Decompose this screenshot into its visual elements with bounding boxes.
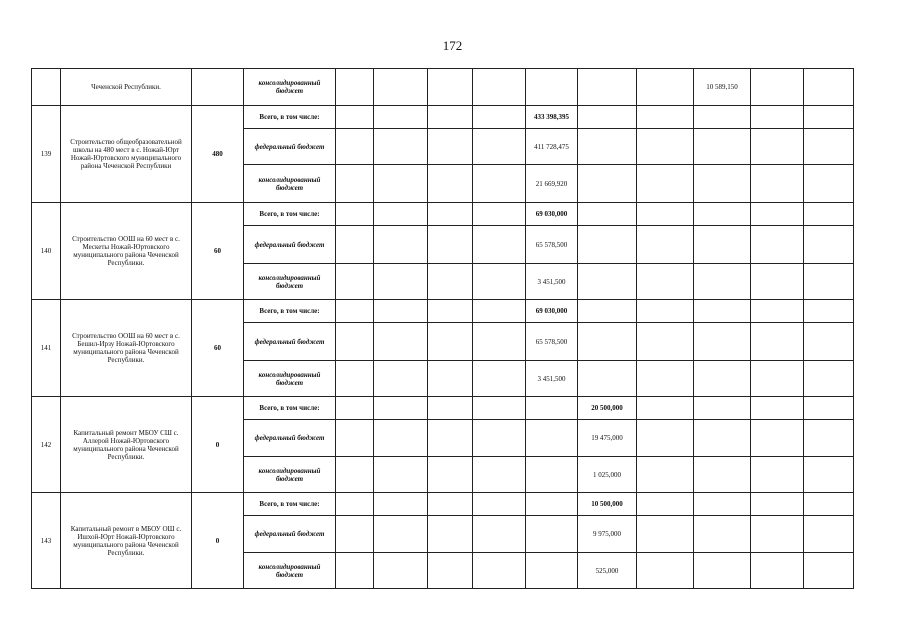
value-cell: 20 500,000 — [578, 397, 637, 420]
empty-cell — [804, 106, 854, 129]
value-cell: 65 578,500 — [526, 226, 578, 264]
empty-cell — [374, 493, 428, 516]
empty-cell — [694, 553, 751, 589]
empty-cell — [473, 457, 526, 493]
empty-cell — [751, 516, 804, 553]
empty-cell — [473, 516, 526, 553]
empty-cell — [428, 165, 473, 203]
empty-cell — [751, 203, 804, 226]
empty-cell — [637, 516, 694, 553]
object-name-cell: Капитальный ремонт в МБОУ ОШ с. Ишхой-Юрт Ножай-Юртовского муниципального района Чеченской Республики. — [61, 493, 192, 589]
empty-cell — [804, 493, 854, 516]
empty-cell — [473, 165, 526, 203]
empty-cell — [336, 203, 374, 226]
value-cell: 69 030,000 — [526, 203, 578, 226]
empty-cell — [578, 361, 637, 397]
capacity-cell: 60 — [192, 203, 244, 300]
empty-cell — [336, 264, 374, 300]
empty-cell — [578, 129, 637, 165]
empty-cell — [374, 129, 428, 165]
empty-cell — [374, 323, 428, 361]
empty-cell — [637, 493, 694, 516]
empty-cell — [336, 300, 374, 323]
empty-cell — [526, 397, 578, 420]
empty-cell — [428, 420, 473, 457]
empty-cell — [751, 420, 804, 457]
empty-cell — [336, 361, 374, 397]
table-row — [32, 397, 854, 420]
empty-cell — [473, 397, 526, 420]
budget-kind-cell: Всего, в том числе: — [244, 397, 336, 420]
empty-cell — [637, 300, 694, 323]
table-row — [32, 493, 854, 516]
empty-cell — [804, 69, 854, 106]
empty-cell — [694, 203, 751, 226]
table-row — [32, 300, 854, 323]
empty-cell — [751, 264, 804, 300]
empty-cell — [637, 420, 694, 457]
budget-kind-cell: Всего, в том числе: — [244, 203, 336, 226]
empty-cell — [374, 69, 428, 106]
empty-cell — [694, 493, 751, 516]
empty-cell — [428, 129, 473, 165]
empty-cell — [637, 69, 694, 106]
empty-cell — [526, 493, 578, 516]
empty-cell — [473, 69, 526, 106]
empty-cell — [428, 397, 473, 420]
empty-cell — [526, 516, 578, 553]
empty-cell — [751, 397, 804, 420]
empty-cell — [804, 300, 854, 323]
empty-cell — [694, 300, 751, 323]
budget-kind-cell: федеральный бюджет — [244, 226, 336, 264]
empty-cell — [473, 553, 526, 589]
empty-cell — [578, 300, 637, 323]
empty-cell — [804, 457, 854, 493]
row-number-cell: 140 — [32, 203, 61, 300]
empty-cell — [428, 457, 473, 493]
empty-cell — [336, 323, 374, 361]
empty-cell — [473, 264, 526, 300]
budget-kind-cell: федеральный бюджет — [244, 323, 336, 361]
empty-cell — [751, 361, 804, 397]
empty-cell — [374, 553, 428, 589]
empty-cell — [804, 264, 854, 300]
empty-cell — [694, 457, 751, 493]
empty-cell — [751, 300, 804, 323]
value-cell: 411 728,475 — [526, 129, 578, 165]
budget-kind-cell: Всего, в том числе: — [244, 300, 336, 323]
empty-cell — [694, 420, 751, 457]
empty-cell — [578, 323, 637, 361]
empty-cell — [804, 420, 854, 457]
empty-cell — [694, 264, 751, 300]
capacity-cell — [192, 69, 244, 106]
budget-kind-cell: консолидированный бюджет — [244, 553, 336, 589]
empty-cell — [637, 553, 694, 589]
value-cell: 10 589,150 — [694, 69, 751, 106]
empty-cell — [751, 226, 804, 264]
value-cell: 69 030,000 — [526, 300, 578, 323]
empty-cell — [374, 516, 428, 553]
empty-cell — [694, 397, 751, 420]
empty-cell — [336, 493, 374, 516]
row-number-cell: 142 — [32, 397, 61, 493]
empty-cell — [374, 420, 428, 457]
empty-cell — [374, 203, 428, 226]
empty-cell — [637, 226, 694, 264]
empty-cell — [336, 457, 374, 493]
empty-cell — [694, 106, 751, 129]
empty-cell — [526, 553, 578, 589]
empty-cell — [374, 264, 428, 300]
empty-cell — [637, 457, 694, 493]
empty-cell — [428, 203, 473, 226]
empty-cell — [751, 69, 804, 106]
empty-cell — [374, 106, 428, 129]
empty-cell — [473, 361, 526, 397]
empty-cell — [428, 361, 473, 397]
empty-cell — [336, 420, 374, 457]
empty-cell — [428, 493, 473, 516]
empty-cell — [526, 69, 578, 106]
empty-cell — [578, 165, 637, 203]
empty-cell — [637, 264, 694, 300]
capacity-cell: 60 — [192, 300, 244, 397]
budget-kind-cell: федеральный бюджет — [244, 516, 336, 553]
empty-cell — [804, 516, 854, 553]
budget-kind-cell: федеральный бюджет — [244, 129, 336, 165]
empty-cell — [694, 129, 751, 165]
empty-cell — [804, 553, 854, 589]
empty-cell — [751, 493, 804, 516]
empty-cell — [578, 69, 637, 106]
empty-cell — [336, 553, 374, 589]
empty-cell — [804, 203, 854, 226]
empty-cell — [526, 457, 578, 493]
empty-cell — [473, 129, 526, 165]
empty-cell — [804, 361, 854, 397]
empty-cell — [336, 397, 374, 420]
budget-table — [31, 68, 854, 589]
empty-cell — [804, 165, 854, 203]
empty-cell — [526, 420, 578, 457]
empty-cell — [473, 106, 526, 129]
empty-cell — [578, 264, 637, 300]
empty-cell — [694, 361, 751, 397]
empty-cell — [751, 457, 804, 493]
empty-cell — [804, 226, 854, 264]
budget-kind-cell: консолидированный бюджет — [244, 264, 336, 300]
row-number-cell: 139 — [32, 106, 61, 203]
row-number-cell: 141 — [32, 300, 61, 397]
value-cell: 10 500,000 — [578, 493, 637, 516]
value-cell: 525,000 — [578, 553, 637, 589]
table-row — [32, 69, 854, 106]
value-cell: 3 451,500 — [526, 361, 578, 397]
value-cell: 65 578,500 — [526, 323, 578, 361]
empty-cell — [751, 106, 804, 129]
empty-cell — [578, 203, 637, 226]
value-cell: 9 975,000 — [578, 516, 637, 553]
empty-cell — [637, 323, 694, 361]
table-row — [32, 203, 854, 226]
empty-cell — [473, 323, 526, 361]
empty-cell — [751, 553, 804, 589]
row-number-cell: 143 — [32, 493, 61, 589]
empty-cell — [694, 226, 751, 264]
empty-cell — [428, 323, 473, 361]
capacity-cell: 480 — [192, 106, 244, 203]
empty-cell — [578, 106, 637, 129]
object-name-cell: Строительство ООШ на 60 мест в с. Бешил-Ирзу Ножай-Юртовского муниципального района Чеченской Республики. — [61, 300, 192, 397]
value-cell: 19 475,000 — [578, 420, 637, 457]
empty-cell — [374, 457, 428, 493]
empty-cell — [336, 69, 374, 106]
empty-cell — [428, 264, 473, 300]
page-number: 172 — [442, 38, 463, 53]
capacity-cell: 0 — [192, 493, 244, 589]
empty-cell — [578, 226, 637, 264]
row-number-cell — [32, 69, 61, 106]
budget-kind-cell: Всего, в том числе: — [244, 493, 336, 516]
value-cell: 3 451,500 — [526, 264, 578, 300]
budget-kind-cell: консолидированный бюджет — [244, 457, 336, 493]
budget-kind-cell: консолидированный бюджет — [244, 165, 336, 203]
empty-cell — [473, 420, 526, 457]
empty-cell — [428, 553, 473, 589]
object-name-cell: Строительство общеобразовательной школы на 480 мест в с. Ножай-Юрт Ножай-Юртовского муниципального района Чеченской Республики — [61, 106, 192, 203]
budget-kind-cell: консолидированный бюджет — [244, 361, 336, 397]
empty-cell — [336, 106, 374, 129]
value-cell: 433 398,395 — [526, 106, 578, 129]
budget-kind-cell: консолидированный бюджет — [244, 69, 336, 106]
empty-cell — [804, 323, 854, 361]
value-cell: 1 025,000 — [578, 457, 637, 493]
empty-cell — [336, 226, 374, 264]
budget-kind-cell: федеральный бюджет — [244, 420, 336, 457]
table-row — [32, 106, 854, 129]
empty-cell — [804, 397, 854, 420]
empty-cell — [428, 300, 473, 323]
empty-cell — [637, 397, 694, 420]
empty-cell — [473, 493, 526, 516]
empty-cell — [637, 203, 694, 226]
empty-cell — [637, 361, 694, 397]
empty-cell — [473, 203, 526, 226]
empty-cell — [637, 106, 694, 129]
empty-cell — [751, 129, 804, 165]
empty-cell — [473, 300, 526, 323]
empty-cell — [694, 323, 751, 361]
empty-cell — [637, 129, 694, 165]
empty-cell — [428, 516, 473, 553]
object-name-cell: Чеченской Республики. — [61, 69, 192, 106]
budget-kind-cell: Всего, в том числе: — [244, 106, 336, 129]
empty-cell — [374, 397, 428, 420]
value-cell: 21 669,920 — [526, 165, 578, 203]
empty-cell — [473, 226, 526, 264]
empty-cell — [374, 361, 428, 397]
empty-cell — [694, 516, 751, 553]
empty-cell — [336, 516, 374, 553]
empty-cell — [374, 300, 428, 323]
empty-cell — [374, 226, 428, 264]
empty-cell — [374, 165, 428, 203]
empty-cell — [694, 165, 751, 203]
empty-cell — [751, 323, 804, 361]
object-name-cell: Капитальный ремонт МБОУ СШ с. Аллерой Ножай-Юртовского муниципального района Чеченской Республики. — [61, 397, 192, 493]
empty-cell — [637, 165, 694, 203]
capacity-cell: 0 — [192, 397, 244, 493]
empty-cell — [428, 69, 473, 106]
empty-cell — [804, 129, 854, 165]
empty-cell — [428, 106, 473, 129]
object-name-cell: Строительство ООШ на 60 мест в с. Мескеты Ножай-Юртовского муниципального района Чеченской Республики. — [61, 203, 192, 300]
empty-cell — [428, 226, 473, 264]
empty-cell — [336, 129, 374, 165]
empty-cell — [336, 165, 374, 203]
empty-cell — [751, 165, 804, 203]
